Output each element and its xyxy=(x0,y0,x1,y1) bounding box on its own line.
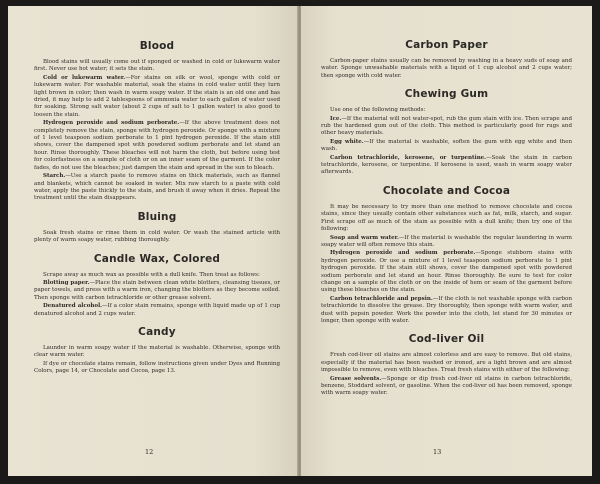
section-spacer xyxy=(321,81,572,88)
paragraph xyxy=(34,59,280,74)
paragraph xyxy=(321,139,572,154)
paragraph-text: —Place the stain between clean white blotters, cleansing tissues, or paper towels, and press with a warm iron, changing the blotters as they become soiled. Then sponge with carbon tetrachloride or other grease solvent. xyxy=(34,279,281,301)
method-title: Soap and warm water. xyxy=(330,234,399,241)
paragraph-text: Scrape away as much wax as possible with a dull knife. Then treat as follows: xyxy=(43,271,260,278)
paragraph-text: —Sponge stubborn stains with hydrogen peroxide. Or use a mixture of 1 level teaspoon sodium perborate to 1 pint hydrogen peroxide. If the stain still shows, cover the dampened spot with powdered sodium perborate and let stand an hour. Rinse thoroughly. Be sure to test for color change on a sample of the cloth or on the inside of hem or seam of the garment before using these bleaches on the stain. xyxy=(321,250,573,294)
page-number-right: 13 xyxy=(433,448,442,456)
page-left xyxy=(8,6,298,476)
paragraph xyxy=(34,280,280,302)
paragraph xyxy=(34,361,280,376)
section-heading: Bluing xyxy=(137,210,177,223)
paragraph-text: —If the material is washable the regular laundering in warm soapy water will often remove this stain. xyxy=(321,234,572,248)
paragraph xyxy=(321,58,572,80)
paragraph-text: —If the material will not water-spot, rub the gum stain with ice. Then scrape and rub the hardened gum out of the cloth. This method is particularly good for rugs and other heavy materials. xyxy=(321,115,572,137)
paragraph xyxy=(321,352,572,374)
paragraph xyxy=(321,116,572,138)
paragraph-text: Blood stains will usually come out if sponged or washed in cold or lukewarm water first. Never use hot water; it sets the stain. xyxy=(34,59,280,73)
method-title: Cold or lukewarm water. xyxy=(43,74,126,81)
paragraph xyxy=(321,250,572,294)
method-title: Hydrogen peroxide and sodium perborate. xyxy=(330,250,476,257)
paragraph xyxy=(34,345,280,360)
method-title: Ice. xyxy=(330,115,342,122)
paragraph-text: Use one of the following methods: xyxy=(330,107,426,114)
page-left-content xyxy=(34,40,280,376)
paragraph xyxy=(34,303,280,318)
method-title: Carbon tetrachloride, kerosene, or turpentine. xyxy=(330,154,487,161)
page-right-content xyxy=(321,39,572,398)
section-spacer xyxy=(34,319,280,326)
page-number-left: 12 xyxy=(145,448,154,456)
section-heading: Cod-liver Oil xyxy=(408,333,485,346)
paragraph xyxy=(34,230,280,245)
section-heading: Blood xyxy=(139,40,175,52)
paragraph-text: Carbon-paper stains usually can be removed by washing in a heavy suds of soap and water. Sponge unwashable materials with a liquid of 1 cup alcohol and 2 cups water; then sponge with cold water. xyxy=(321,58,572,79)
paragraph-text: Fresh cod-liver oil stains are almost colorless and are easy to remove. But old stains, especially if the material has been washed or ironed, are a light brown and are almost impossible to remove, even with bleaches. Treat fresh stains with either of the following: xyxy=(321,352,572,374)
section-spacer xyxy=(321,326,572,333)
method-title: Denatured alcohol. xyxy=(43,303,103,310)
section-spacer xyxy=(321,178,572,185)
paragraph xyxy=(34,173,280,203)
paragraph-text: —If the material is washable, soften the gum with egg white and then wash. xyxy=(321,138,573,153)
paragraph-text: If dye or chocolate stains remain, follow instructions given under Dyes and Running Colors, page 14, or Chocolate and Cocoa, page 13. xyxy=(34,360,280,375)
section-spacer xyxy=(34,204,280,211)
paragraph-text: —For stains on silk or wool, sponge with cold or lukewarm water. For washable material, soak the stains in cold water until they turn light brown in color; then wash in warm soapy water. If the stain is an old one and has dried, it may help to add 2 tablespoons of ammonia water to each gallon of water used for soaking. Strong salt water (about 2 cups of salt to 1 gallon water) is also good to loosen the stain. xyxy=(34,74,280,118)
paragraph xyxy=(321,235,572,250)
method-title: Grease solvents. xyxy=(330,375,382,382)
section-heading: Carbon Paper xyxy=(405,39,488,51)
paragraph-text: —Sponge or dip fresh cod-liver oil stains in carbon tetrachloride, benzene, Stoddard solvent, or gasoline. When the cod-liver oil has been removed, sponge with warm soapy water. xyxy=(321,375,572,397)
paragraph-text: —If a color stain remains, sponge with liquid made up of 1 cup denatured alcohol and 2 cups water. xyxy=(34,303,281,317)
method-title: Blotting paper. xyxy=(43,279,90,286)
paragraph-text: —If the above treatment does not completely remove the stain, sponge with hydrogen peroxide. Or sponge with a mixture of 1 level teaspoon sodium perborate to 1 pint hydrogen peroxide. If the stain still shows, cover the dampened spot with powdered sodium perborate and let stand an hour. Rinse thoroughly. These bleaches will not harm the cloth, but before using test for colorfastness on a sample of cloth or on an inner seam of the garment. If the color fades, do not use the bleaches; just dampen the stain and spread in the sun to bleach. xyxy=(34,120,280,171)
page-right xyxy=(301,6,592,476)
paragraph-text: —Soak the stain in carbon tetrachloride, kerosene, or turpentine. If kerosene is used, wash in warm soapy water afterwards. xyxy=(321,154,572,176)
paragraph xyxy=(34,75,280,119)
method-title: Starch. xyxy=(43,173,66,180)
paragraph-text: Launder in warm soapy water if the material is washable. Otherwise, sponge with clear warm water. xyxy=(34,344,280,359)
paragraph-text: —If the cloth is not washable sponge with carbon tetrachloride to dissolve the grease. Dry thoroughly, then sponge with warm water, and dust with pepsin powder. Work the powder into the cloth, let stand for 30 minutes or longer, then sponge with water. xyxy=(321,295,572,324)
section-heading: Candy xyxy=(138,325,176,338)
section-heading: Chocolate and Cocoa xyxy=(382,184,511,197)
paragraph xyxy=(34,272,280,279)
paragraph xyxy=(321,107,572,114)
section-heading: Chewing Gum xyxy=(404,88,489,101)
paragraph-text: Soak fresh stains or rinse them in cold water. Or wash the stained article with plenty of warm soapy water, rubbing thoroughly. xyxy=(34,229,280,244)
paragraph xyxy=(321,155,572,177)
paragraph xyxy=(321,376,572,398)
paragraph-text: It may be necessary to try more than one method to remove chocolate and cocoa stains, since they usually contain other substances such as fat, milk, starch, and sugar. First scrape off as much of the stain as possible with a dull knife; then try one of the following: xyxy=(321,203,572,233)
method-title: Hydrogen peroxide and sodium perborate. xyxy=(43,120,180,127)
section-heading: Candle Wax, Colored xyxy=(93,252,221,265)
method-title: Egg white. xyxy=(330,138,364,145)
paragraph xyxy=(321,296,572,326)
paragraph xyxy=(34,120,280,172)
section-spacer xyxy=(34,246,280,253)
paragraph xyxy=(321,204,572,234)
method-title: Carbon tetrachloride and pepsin. xyxy=(330,295,433,302)
paragraph-text: —Use a starch paste to remove stains on thick materials, such as flannel and blankets, which cannot be soaked in water. Mix raw starch to a paste with cold water, apply the paste thickly to the stain, and brush it away when it dries. Repeat the treatment until the stain disappears. xyxy=(34,173,280,202)
